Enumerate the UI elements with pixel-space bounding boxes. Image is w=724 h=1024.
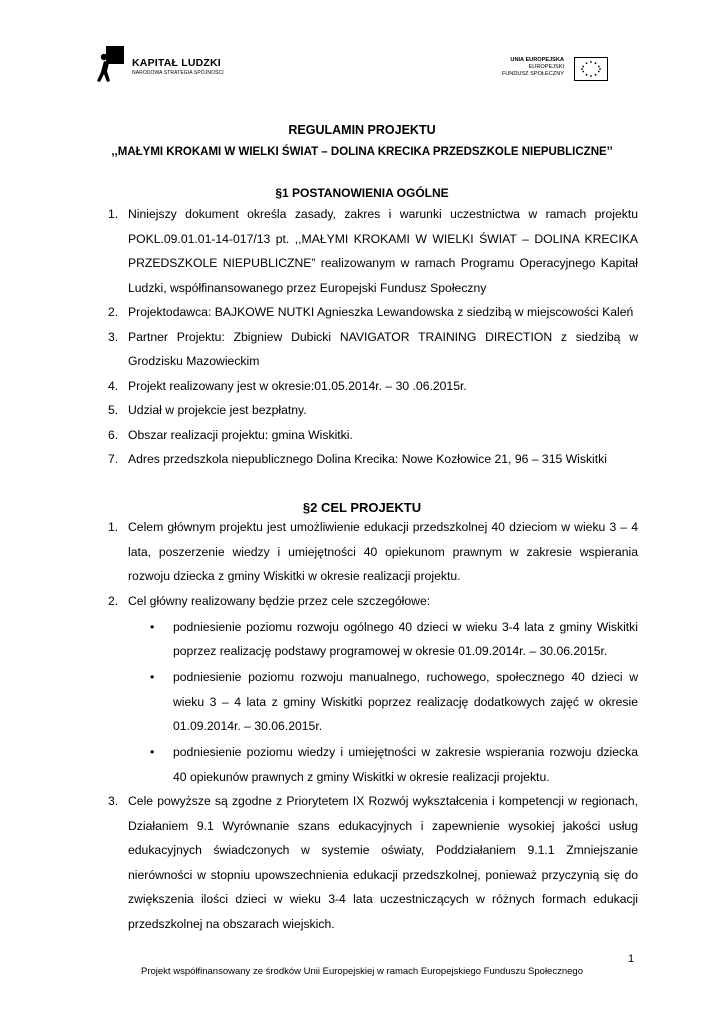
- item-text: Celem głównym projektu jest umożliwienie edukacji przedszkolnej 40 dzieciom w wieku 3 – 4 lata, poszerzenie wiedzy i umiejętności 40 opiekunom prawnym w zakresie wspierania rozwoju dziecka z gminy Wiskitki w okresie realizacji projektu.: [128, 520, 638, 583]
- eu-logo-text: [502, 57, 564, 78]
- item-number: 2.: [108, 593, 119, 608]
- item-text: Cel główny realizowany będzie przez cele szczegółowe:: [128, 593, 431, 608]
- item-number: 1.: [108, 207, 119, 221]
- list-item: [0, 447, 724, 472]
- kl-logo-subtitle: NARODOWA STRATEGIA SPÓJNOŚCI: [132, 70, 224, 76]
- item-number: 6.: [108, 427, 119, 442]
- section-1-list: [0, 202, 724, 472]
- bullet-icon: •: [150, 670, 155, 684]
- page-footer: Projekt współfinansowany ze środków Unii Europejskiej w ramach Europejskiego Funduszu Społecznego: [141, 966, 583, 977]
- bullet-item: [150, 615, 638, 664]
- list-item: [0, 374, 724, 399]
- list-item: [0, 300, 724, 325]
- eu-line-3: FUNDUSZ SPOŁECZNY: [501, 71, 564, 77]
- item-number: 3.: [108, 329, 119, 344]
- bullet-text: podniesienie poziomu rozwoju manualnego, ruchowego, społecznego 40 dzieci w wieku 3 – 4 lata z gminy Wiskitki poprzez realizację dodatkowych zajęć w okresie 01.09.2014r. – 30.06.2015r.: [173, 670, 638, 733]
- kapital-ludzki-emblem-icon: [95, 44, 129, 84]
- list-item: [0, 398, 724, 423]
- bullet-icon: •: [150, 745, 155, 759]
- item-number: 1.: [108, 520, 119, 534]
- item-text: Projekt realizowany jest w okresie:01.05.2014r. – 30 .06.2015r.: [128, 378, 467, 393]
- section-2-list: [0, 515, 724, 936]
- document-title: REGULAMIN PROJEKTU: [288, 123, 436, 137]
- eu-logo: [500, 57, 610, 83]
- bullet-text: podniesienie poziomu wiedzy i umiejętności w zakresie wspierania rozwoju dziecka 40 opiekunów prawnych z gminy Wiskitki w okresie realizacji projektu.: [173, 745, 638, 784]
- bullet-item: [150, 665, 638, 739]
- bullet-list: [0, 615, 724, 790]
- item-text: Adres przedszkola niepublicznego Dolina Krecika: Nowe Kozłowice 21, 96 – 315 Wiskitki: [128, 452, 607, 466]
- list-item: [0, 589, 724, 790]
- item-number: 4.: [108, 378, 119, 393]
- kl-logo-title: KAPITAŁ LUDZKI: [132, 57, 221, 69]
- item-text: Projektodawca: BAJKOWE NUTKI Agnieszka Lewandowska z siedzibą w miejscowości Kaleń: [128, 305, 634, 319]
- page-number: 1: [628, 953, 635, 965]
- document-subtitle: ,,MAŁYMI KROKAMI W WIELKI ŚWIAT – DOLINA KRECIKA PRZEDSZKOLE NIEPUBLICZNE’’: [111, 146, 613, 158]
- item-text: Partner Projektu: Zbigniew Dubicki NAVIGATOR TRAINING DIRECTION z siedzibą w Grodzisku Mazowieckim: [128, 329, 638, 368]
- bullet-item: [150, 740, 638, 789]
- item-text: Cele powyższe są zgodne z Priorytetem IX Rozwój wykształcenia i kompetencji w regionach, Działaniem 9.1 Wyrównanie szans edukacyjnych i zapewnienie wysokiej jakości usług edukacyjnych świadczonych w systemie oświaty, Poddziałaniem 9.1.1 Zmniejszanie nierówności w stopniu upowszechnienia edukacji przedszkolnej, ponieważ przyczynią się do zwiększenia ilości dzieci w wieku 3-4 lata uczestniczących w różnych formach edukacji przedszkolnej na obszarach wiejskich.: [128, 794, 638, 931]
- eu-line-2: EUROPEJSKI: [528, 64, 564, 70]
- bullet-icon: •: [150, 619, 155, 634]
- item-number: 2.: [108, 305, 119, 319]
- eu-line-1: UNIA EUROPEJSKA: [510, 57, 564, 63]
- section-1-heading: §1 POSTANOWIENIA OGÓLNE: [275, 186, 449, 200]
- section-2-heading: §2 CEL PROJEKTU: [302, 500, 422, 515]
- item-number: 7.: [108, 452, 119, 466]
- item-text: Obszar realizacji projektu: gmina Wiskitki.: [128, 427, 353, 442]
- bullet-text: podniesienie poziomu rozwoju ogólnego 40 dzieci w wieku 3-4 lata z gminy Wiskitki poprzez realizację podstawy programowej w okresie 01.09.2014r. – 30.06.2015r.: [173, 619, 638, 658]
- item-text: Udział w projekcie jest bezpłatny.: [128, 403, 307, 417]
- kapital-ludzki-logo: [95, 44, 235, 84]
- eu-flag-icon: [574, 57, 608, 81]
- list-item: [0, 515, 724, 589]
- list-item: [0, 202, 724, 300]
- list-item: [0, 325, 724, 374]
- eu-stars-icon: [575, 58, 607, 80]
- item-number: 3.: [108, 794, 119, 808]
- list-item: [0, 789, 724, 936]
- list-item: [0, 423, 724, 448]
- item-text: Niniejszy dokument określa zasady, zakres i warunki uczestnictwa w ramach projektu POKL.09.01.01-14-017/13 pt. ,,MAŁYMI KROKAMI W WIELKI ŚWIAT – DOLINA KRECIKA PRZEDSZKOLE NIEPUBLICZNE” realizowanym w ramach Programu Operacyjnego Kapitał Ludzki, współfinansowanego przez Europejski Fundusz Społeczny: [128, 207, 638, 295]
- item-number: 5.: [108, 403, 119, 417]
